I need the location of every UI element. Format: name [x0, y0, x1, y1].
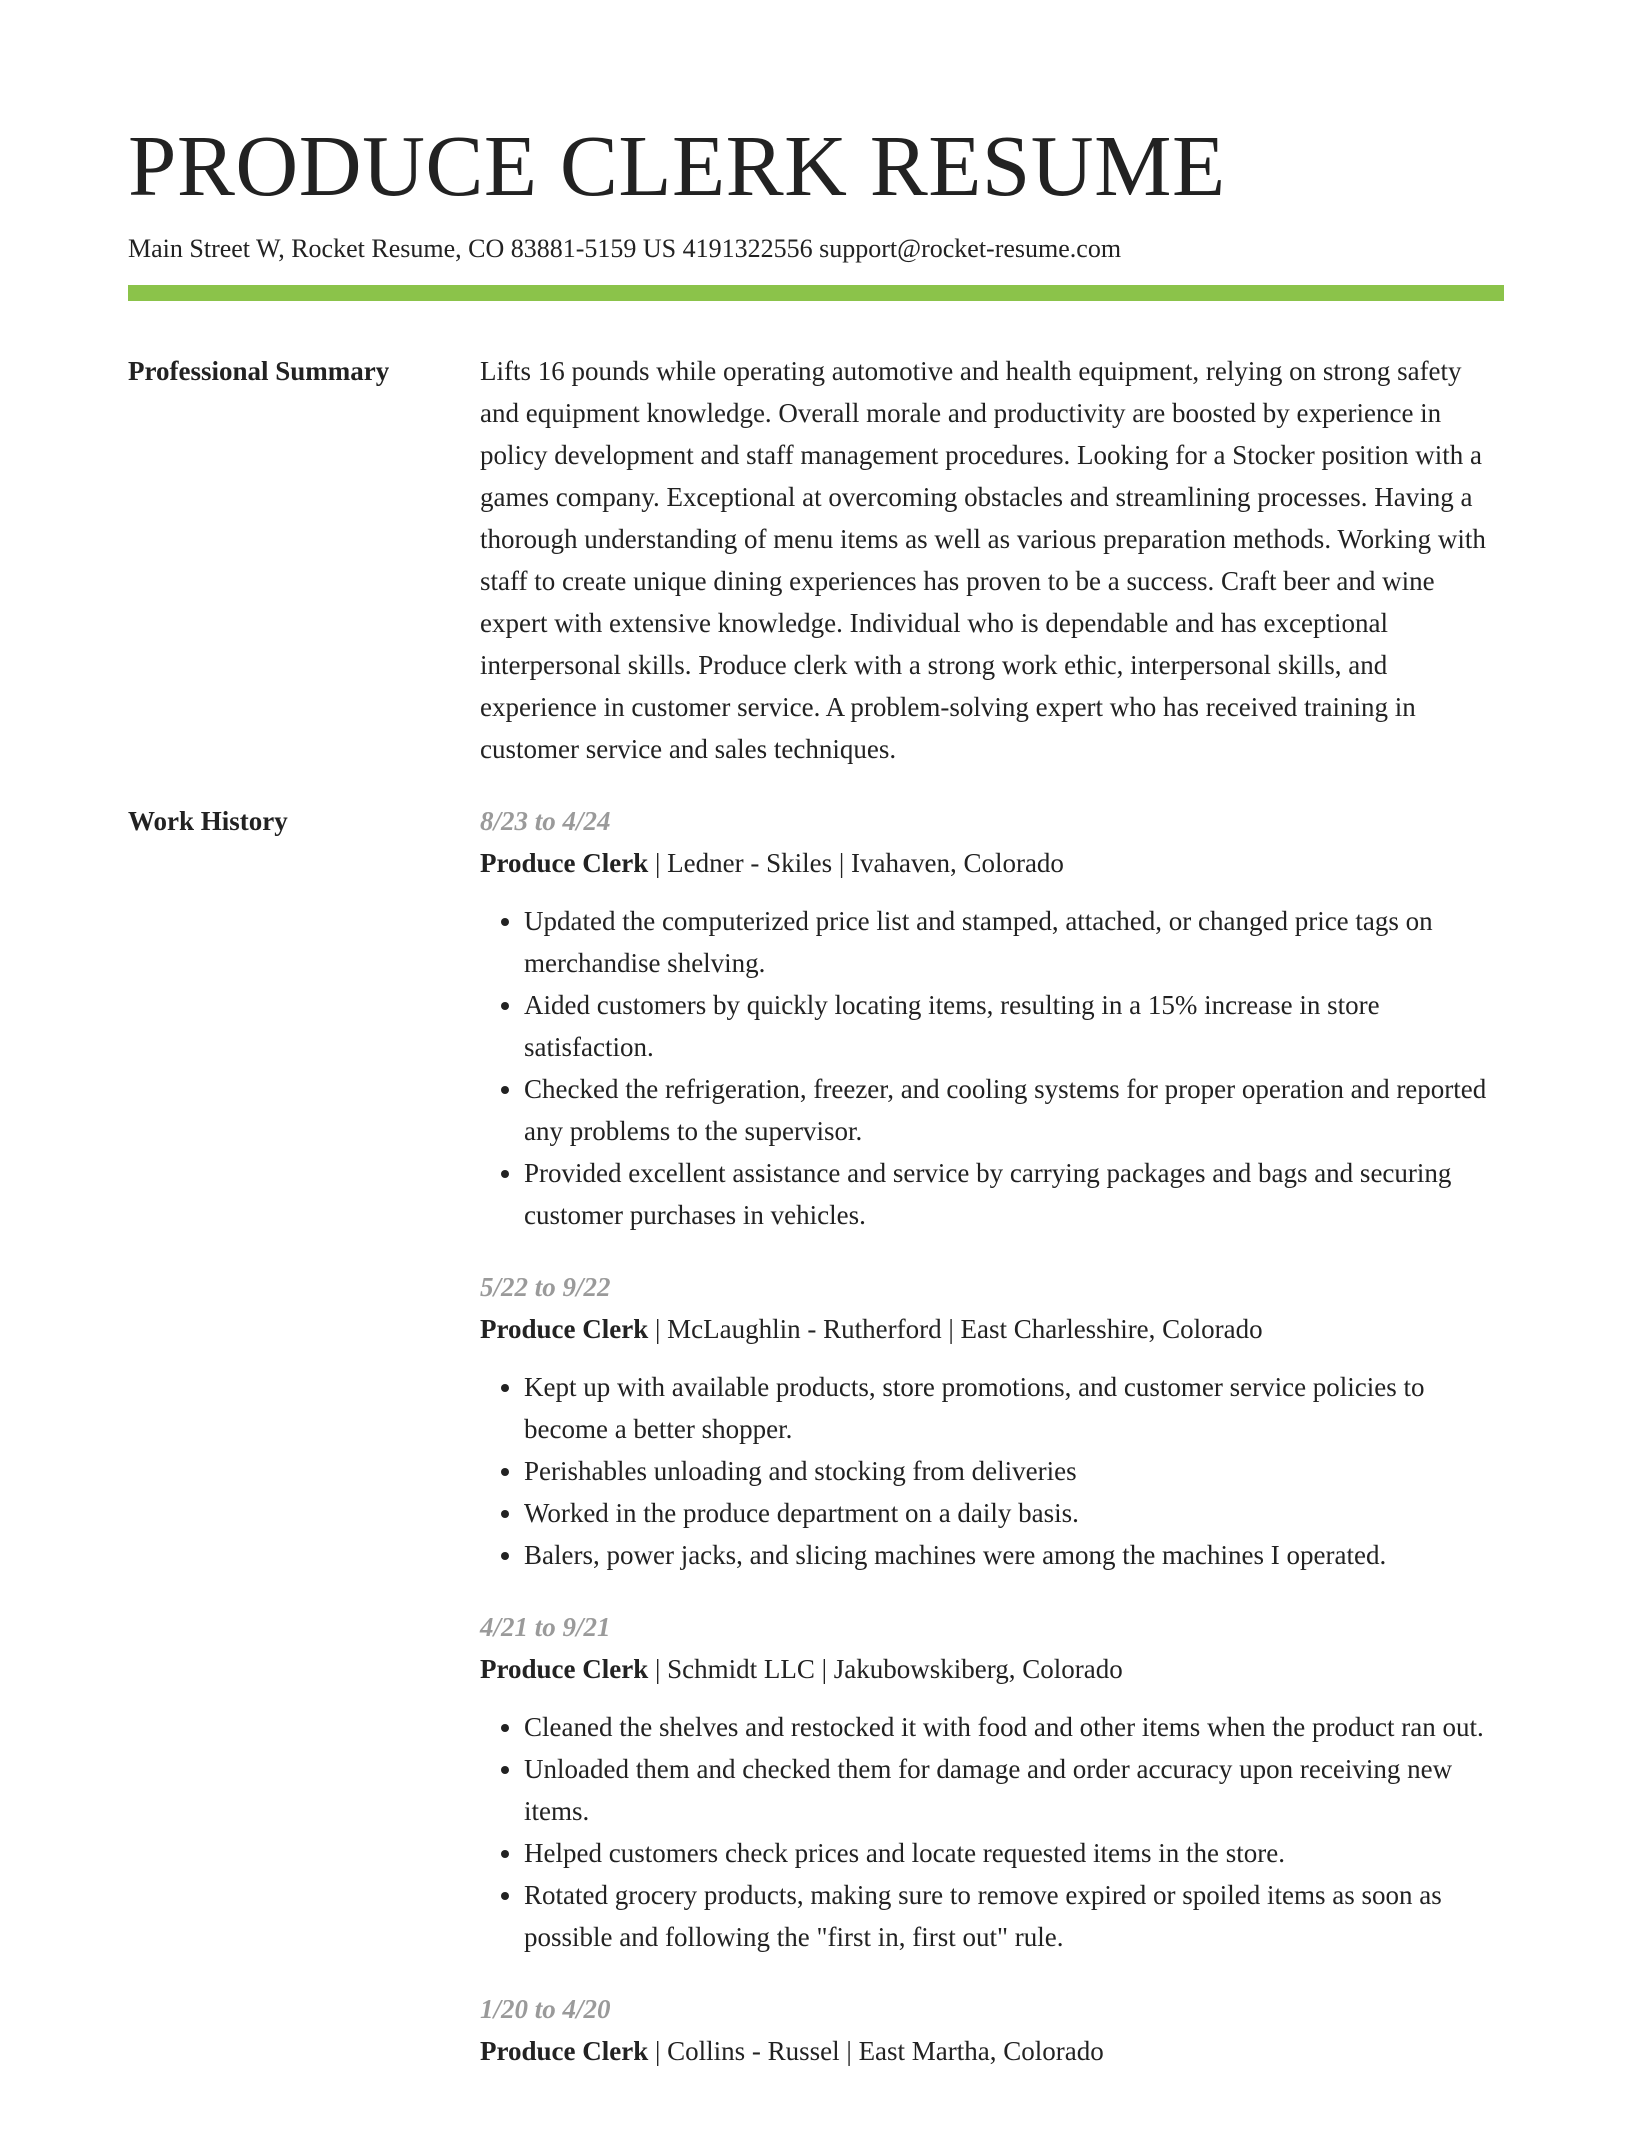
job-entry — [480, 1988, 1504, 2072]
job-heading — [480, 1648, 1504, 1690]
accent-divider — [128, 285, 1504, 301]
job-bullet-list — [480, 900, 1504, 1236]
professional-summary-section — [128, 350, 1504, 770]
job-company-location: | Schmidt LLC | Jakubowskiberg, Colorado — [648, 1654, 1123, 1684]
job-dates: 4/21 to 9/21 — [480, 1612, 611, 1642]
job-bullet: • Kept up with available products, store promotions, and customer service policies to become a better shopper. — [524, 1366, 1504, 1450]
job-dates: 8/23 to 4/24 — [480, 806, 611, 836]
job-bullet: • Worked in the produce department on a daily basis. — [524, 1492, 1504, 1534]
job-bullet-list — [480, 1706, 1504, 1958]
job-bullet: • Perishables unloading and stocking from deliveries — [524, 1450, 1504, 1492]
job-bullet: • Provided excellent assistance and service by carrying packages and bags and securing customer purchases in vehicles. — [524, 1152, 1504, 1236]
job-bullet: • Checked the refrigeration, freezer, and cooling systems for proper operation and reported any problems to the supervisor. — [524, 1068, 1504, 1152]
job-bullet: • Helped customers check prices and locate requested items in the store. — [524, 1832, 1504, 1874]
job-entry — [480, 800, 1504, 1236]
summary-body — [480, 350, 1504, 770]
resume-title: PRODUCE CLERK RESUME — [128, 117, 1226, 214]
job-dates: 1/20 to 4/20 — [480, 1994, 611, 2024]
job-entry — [480, 1606, 1504, 1958]
contact-line: Main Street W, Rocket Resume, CO 83881-5159 US 4191322556 support@rocket-resume.com — [128, 234, 1122, 263]
job-title: Produce Clerk — [480, 1654, 649, 1684]
job-company-location: | McLaughlin - Rutherford | East Charlesshire, Colorado — [648, 1314, 1263, 1344]
job-title: Produce Clerk — [480, 2036, 649, 2066]
job-company-location: | Ledner - Skiles | Ivahaven, Colorado — [648, 848, 1064, 878]
resume-sections — [128, 350, 1504, 2132]
job-bullet: • Unloaded them and checked them for damage and order accuracy upon receiving new items. — [524, 1748, 1504, 1832]
job-bullet-list — [480, 1366, 1504, 1576]
job-title: Produce Clerk — [480, 848, 649, 878]
job-title: Produce Clerk — [480, 1314, 649, 1344]
job-heading — [480, 842, 1504, 884]
job-heading — [480, 2030, 1504, 2072]
job-heading — [480, 1308, 1504, 1350]
job-bullet: • Aided customers by quickly locating items, resulting in a 15% increase in store satisfaction. — [524, 984, 1504, 1068]
job-bullet: • Balers, power jacks, and slicing machines were among the machines I operated. — [524, 1534, 1504, 1576]
job-bullet: • Cleaned the shelves and restocked it with food and other items when the product ran out. — [524, 1706, 1504, 1748]
job-dates: 5/22 to 9/22 — [480, 1272, 611, 1302]
job-bullet: • Updated the computerized price list and stamped, attached, or changed price tags on merchandise shelving. — [524, 900, 1504, 984]
job-bullet: • Rotated grocery products, making sure to remove expired or spoiled items as soon as possible and following the "first in, first out" rule. — [524, 1874, 1504, 1958]
job-entry — [480, 1266, 1504, 1576]
section-label-work-history: Work History — [128, 806, 288, 836]
work-history-list — [480, 800, 1504, 2102]
job-company-location: | Collins - Russel | East Martha, Colorado — [648, 2036, 1104, 2066]
summary-text: Lifts 16 pounds while operating automotive and health equipment, relying on strong safety and equipment knowledge. Overall morale and productivity are boosted by experience in policy development and staff management procedures. Looking for a Stocker position with a games company. Exceptional at overcoming obstacles and streamlining processes. Having a thorough understanding of menu items as well as various preparation methods. Working with staff to create unique dining experiences has proven to be a success. Craft beer and wine expert with extensive knowledge. Individual who is dependable and has exceptional interpersonal skills. Produce clerk with a strong work ethic, interpersonal skills, and experience in customer service. A problem-solving expert who has received training in customer service and sales techniques. — [480, 356, 1486, 764]
work-history-section — [128, 800, 1504, 2102]
section-label-professional-summary: Professional Summary — [128, 356, 390, 386]
